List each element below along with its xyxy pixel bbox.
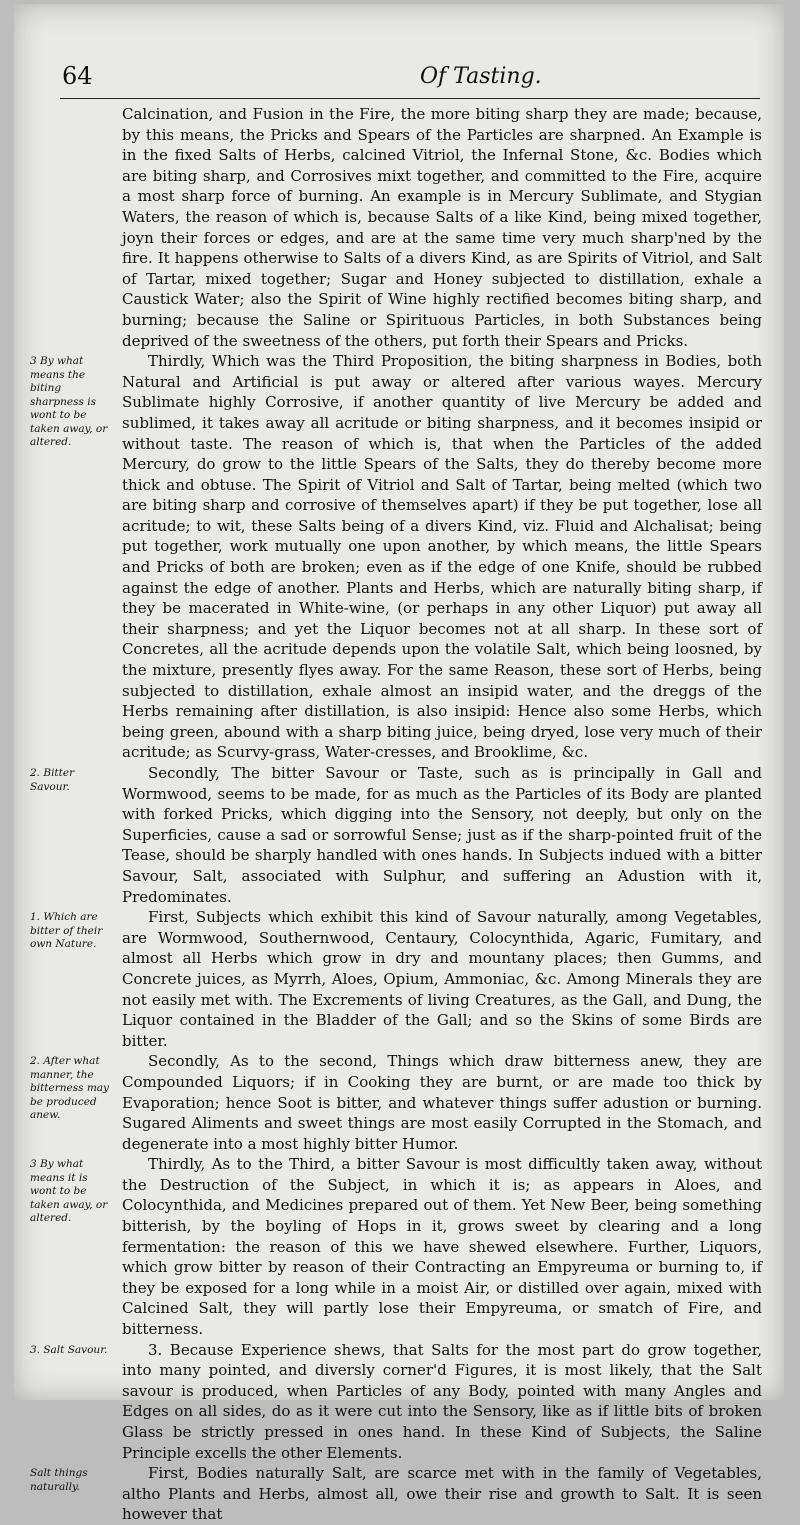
paragraph-text: First, Bodies naturally Salt, are scarce met with in the family of Vegetables, altho Plants and Herbs, almost all, owe their rise and growth to Salt. It is seen however that xyxy=(122,1464,762,1524)
paragraph-block xyxy=(30,1340,762,1464)
paragraph-block xyxy=(30,1154,762,1339)
page-body xyxy=(14,104,784,1525)
page-header xyxy=(60,62,760,99)
paragraph-block xyxy=(122,104,762,351)
paragraph-text: Thirdly, As to the Third, a bitter Savour is most difficultly taken away, without the Destruction of the Subject, in which it is; as appears in Aloes, and Colocynthida, and Medicines prepared out of them. Yet New Beer, being something bitterish, by the boyling of Hops in it, grows sweet by clearing and a long fermentation: the reason of this we have shewed elsewhere. Further, Liquors, which grow bitter by reason of their Contracting an Empyreuma or burning to, if they be exposed for a long while in a moist Air, or distilled over again, mixed with Calcined Salt, they will partly lose their Empyreuma, or smatch of Fire, and bitterness. xyxy=(122,1155,762,1339)
paragraph-block xyxy=(30,351,762,763)
paragraph-text: Secondly, The bitter Savour or Taste, such as is principally in Gall and Wormwood, seems to be made, for as much as the Particles of its Body are planted with forked Pricks, which digging into the Sensory, not deeply, but only on the Superficies, cause a sad or sorrowful Sense; just as if the sharp-pointed fruit of the Tease, should be sharply handled with ones hands. In Subjects indued with a bitter Savour, Salt, associated with Sulphur, and suffering an Adustion with it, Predominates. xyxy=(122,764,762,906)
page-number: 64 xyxy=(62,62,93,90)
margin-note: 2. Bitter Savour. xyxy=(30,767,75,793)
paragraph-text: Calcination, and Fusion in the Fire, the more biting sharp they are made; because, by this means, the Pricks and Spears of the Particles are sharpned. An Example is in the fixed Salts of Herbs, calcined Vitriol, the Infernal Stone, &c. Bodies which are biting sharp, and Corrosives mixt together, and committed to the Fire, acquire a most sharp force of burning. An example is in Mercury Sublimate, and Stygian Waters, the reason of which is, because Salts of a like Kind, being mixed together, joyn their forces or edges, and are at the same time very much sharp'ned by the fire. It happens otherwise to Salts of a divers Kind, as are Spirits of Vitriol, and Salt of Tartar, mixed together; Sugar and Honey subjected to distillation, exhale a Caustick Water; also the Spirit of Wine highly rectified becomes biting sharp, and burning; because the Saline or Spirituous Particles, in both Substances being deprived of the sweetness of the others, put forth their Spears and Pricks. xyxy=(122,105,762,350)
book-page xyxy=(14,4,784,1524)
margin-note: Salt things naturally. xyxy=(30,1467,88,1493)
paragraph-text: 3. Because Experience shews, that Salts for the most part do grow together, into many pointed, and diversly corner'd Figures, it is most likely, that the Salt savour is produced, when Particles of any Body, pointed with many Angles and Edges on all sides, do as it were cut into the Sensory, like as if little bits of broken Glass be strictly pressed in ones hand. In these Kind of Subjects, the Saline Principle excells the other Elements. xyxy=(122,1340,762,1462)
margin-note: 3. Salt Savour. xyxy=(30,1343,108,1356)
margin-note: 2. After what manner, the bitterness may be produced anew. xyxy=(30,1055,109,1122)
paragraph-block xyxy=(30,1463,762,1525)
margin-note: 3 By what means it is wont to be taken away, or altered. xyxy=(30,1158,108,1225)
margin-note: 3 By what means the biting sharpness is wont to be taken away, or altered. xyxy=(30,355,108,449)
paragraph-text: Thirdly, Which was the Third Proposition, the biting sharpness in Bodies, both Natural and Artificial is put away or altered after various wayes. Mercury Sublimate highly Corrosive, if another quantity of live Mercury be added and sublimed, it takes away all acritude or biting sharpness, and it becomes insipid or without taste. The reason of which is, that when the Particles of the added Mercury, do grow to the little Spears of the Salts, they do thereby become more thick and obtuse. The Spirit of Vitriol and Salt of Tartar, being melted (which two are biting sharp and corrosive of themselves apart) if they be put together, lose all acritude; to wit, these Salts being of a divers Kind, viz. Fluid and Alchalisat; being put together, work mutually one upon another, by which means, the little Spears and Pricks of both are broken; even as if the edge of one Knife, should be rubbed against the edge of another. Plants and Herbs, which are naturally biting sharp, if they be macerated in White-wine, (or perhaps in any other Liquor) put away all their sharpness; and yet the Liquor becomes not at all sharp. In these sort of Concretes, all the acritude depends upon the volatile Salt, which being loosned, by the mixture, presently flyes away. For the same Reason, these sort of Herbs, being subjected to distillation, exhale almost an insipid water, and the dreggs of the Herbs remaining after distillation, is also insipid: Hence also some Herbs, which being green, abound with a sharp biting juice, being dryed, lose very much of their acritude; as Scurvy-grass, Water-cresses, and Brooklime, &c. xyxy=(122,352,762,762)
margin-note: 1. Which are bitter of their own Nature. xyxy=(30,911,103,951)
paragraph-block xyxy=(30,907,762,1051)
running-head: Of Tasting. xyxy=(420,64,542,89)
paragraph-block xyxy=(30,1051,762,1154)
paragraph-text: First, Subjects which exhibit this kind of Savour naturally, among Vegetables, are Wormwood, Southernwood, Centaury, Colocynthida, Agaric, Fumitary, and almost all Herbs which grow in dry and mountany places; then Gumms, and Concrete juices, as Myrrh, Aloes, Opium, Ammoniac, &c. Among Minerals they are not easily met with. The Excrements of living Creatures, as the Gall, and Dung, the Liquor contained in the Bladder of the Gall; and so the Skins of some Birds are bitter. xyxy=(122,908,762,1050)
paragraph-block xyxy=(30,763,762,907)
paragraph-text: Secondly, As to the second, Things which draw bitterness anew, they are Compounded Liquors; if in Cooking they are burnt, or are made too thick by Evaporation; hence Soot is bitter, and whatever things suffer adustion or burning. Sugared Aliments and sweet things are most easily Corrupted in the Stomach, and degenerate into a most highly bitter Humor. xyxy=(122,1052,762,1153)
